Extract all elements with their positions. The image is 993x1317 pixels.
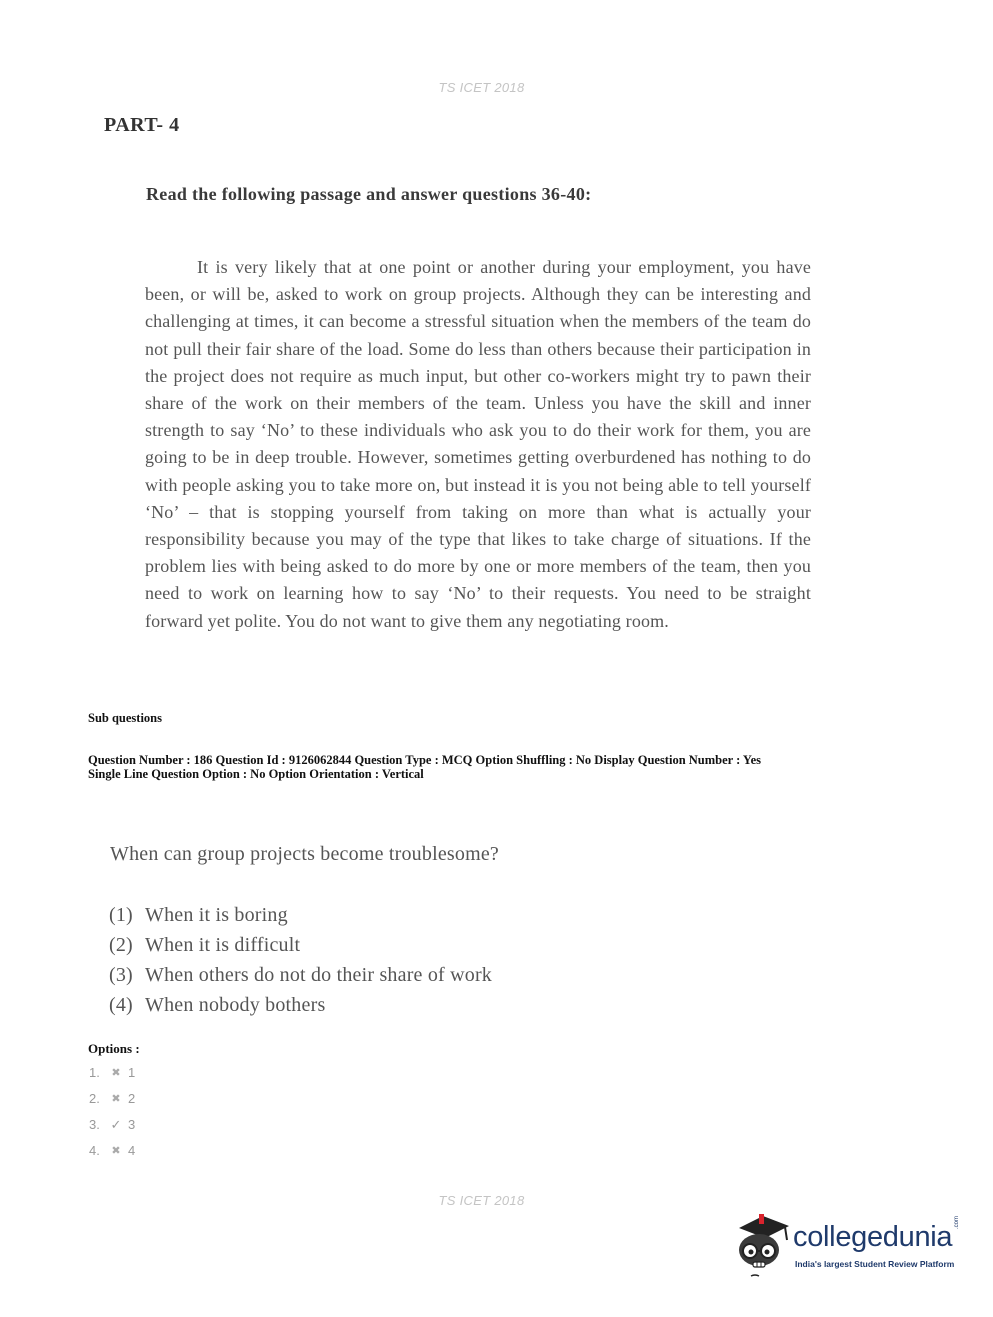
- sub-questions-label: Sub questions: [88, 711, 162, 725]
- cross-icon: ✖: [111, 1145, 121, 1157]
- option-index: 1.: [89, 1065, 100, 1080]
- collegedunia-logo: [733, 1208, 963, 1280]
- logo-wordmark: collegedunia: [793, 1221, 953, 1253]
- question-metadata: [88, 753, 868, 781]
- question-text: When can group projects become troublesome?: [110, 843, 500, 865]
- option-row-2: [89, 1086, 135, 1112]
- page-header: TS ICET 2018: [438, 80, 525, 95]
- answer-choice-4: [109, 992, 492, 1022]
- choice-number: (3): [109, 964, 133, 986]
- question-metadata-line-1: Question Number : 186 Question Id : 9126062844 Question Type : MCQ Option Shuffling : No Display Question Number : Yes: [88, 753, 761, 767]
- options-list: [89, 1060, 135, 1164]
- option-index: 2.: [89, 1091, 100, 1106]
- passage-instruction: Read the following passage and answer questions 36-40:: [146, 184, 592, 204]
- answer-choice-1: [109, 902, 492, 932]
- page-footer: TS ICET 2018: [438, 1193, 525, 1208]
- choice-number: (4): [109, 994, 133, 1016]
- answer-choice-2: [109, 932, 492, 962]
- question-metadata-line-2: Single Line Question Option : No Option Orientation : Vertical: [88, 767, 424, 781]
- choice-text: When it is boring: [145, 904, 288, 926]
- option-value: 1: [128, 1065, 136, 1080]
- cross-icon: ✖: [111, 1067, 121, 1079]
- mascot-icon: [733, 1210, 795, 1280]
- choice-text: When it is difficult: [145, 934, 301, 956]
- option-index: 4.: [89, 1143, 100, 1158]
- cross-icon: ✖: [111, 1093, 121, 1105]
- choice-text: When others do not do their share of work: [145, 964, 492, 986]
- option-row-4: [89, 1138, 135, 1164]
- check-icon: ✓: [110, 1117, 122, 1132]
- option-value: 2: [128, 1091, 136, 1106]
- choice-number: (2): [109, 934, 133, 956]
- answer-choice-3: [109, 962, 492, 992]
- choice-text: When nobody bothers: [145, 994, 326, 1016]
- option-value: 3: [128, 1117, 136, 1132]
- reading-passage: It is very likely that at one point or another during your employment, you have been, or will be, asked to work on group projects. Although they can be interesting and challenging at times, it can become a stressful situation when the members of the team do not pull their fair share of the load. Some do less than others because their participation in the project does not require as much input, but other co-workers might try to pawn their share of the work on their members of the team. Unless you have the skill and inner strength to say ‘No’ to these individuals who ask you to do their work for them, you are going to be in deep trouble. However, sometimes getting overburdened has nothing to do with people asking you to take more on, but instead it is you not being able to tell yourself ‘No’ – that is stopping yourself from taking on more than what is actually your responsibility because you may of the type that likes to take charge of situations. If the problem lies with being asked to do more by one or more members of the team, then you need to work on learning how to say ‘No’ to their requests. You need to be straight forward yet polite. You do not want to give them any negotiating room.: [145, 257, 811, 631]
- part-title: PART- 4: [104, 114, 180, 136]
- logo-tagline: India's largest Student Review Platform: [795, 1259, 955, 1269]
- option-value: 4: [128, 1143, 136, 1158]
- option-row-1: [89, 1060, 135, 1086]
- options-label: Options :: [88, 1041, 140, 1056]
- option-index: 3.: [89, 1117, 100, 1132]
- option-row-3: [89, 1112, 135, 1138]
- answer-choices: [109, 902, 492, 1022]
- choice-number: (1): [109, 904, 133, 926]
- logo-dotcom: .com: [954, 1215, 960, 1229]
